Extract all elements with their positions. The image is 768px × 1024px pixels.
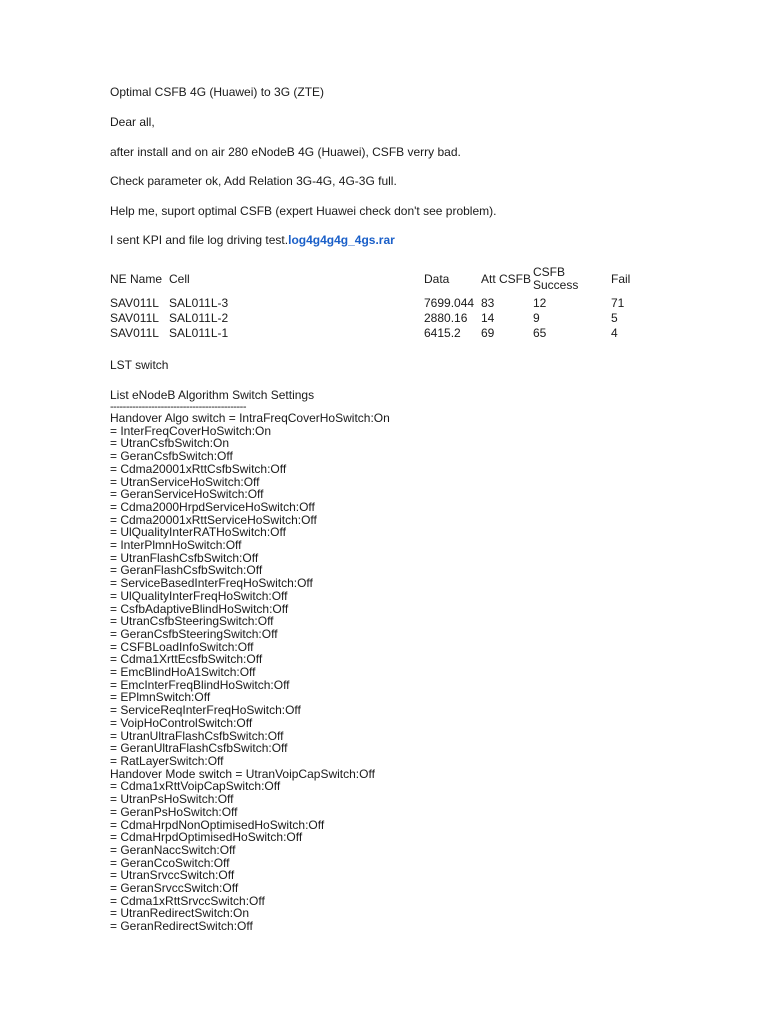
paragraph-check: Check parameter ok, Add Relation 3G-4G, 4G-3G full. bbox=[110, 174, 397, 188]
list-item: = ServiceReqInterFreqHoSwitch:Off bbox=[110, 703, 301, 718]
list-item: = Cdma20001xRttCsfbSwitch:Off bbox=[110, 461, 287, 476]
greeting: Dear all, bbox=[110, 115, 155, 129]
cell-csfb-success: 12 bbox=[533, 296, 547, 310]
list-item: = GeranCsfbSteeringSwitch:Off bbox=[110, 626, 278, 641]
cell-csfb-success: 9 bbox=[533, 311, 540, 325]
list-item: = GeranCsfbSwitch:Off bbox=[110, 449, 233, 464]
cell-att-csfb: 83 bbox=[481, 296, 495, 310]
list-item: = UlQualityInterFreqHoSwitch:Off bbox=[110, 588, 288, 603]
paragraph-install: after install and on air 280 eNodeB 4G (Huawei), CSFB verry bad. bbox=[110, 145, 461, 159]
list-item: = GeranUltraFlashCsfbSwitch:Off bbox=[110, 741, 288, 756]
cell-data: 6415.2 bbox=[424, 326, 461, 340]
cell-ne-name: SAV011L bbox=[110, 311, 159, 325]
cell-csfb-success: 65 bbox=[533, 326, 547, 340]
list-item: = UtranCsfbSteeringSwitch:Off bbox=[110, 614, 274, 629]
attachment-text: I sent KPI and file log driving test. bbox=[110, 233, 289, 247]
cell-data: 2880.16 bbox=[424, 311, 468, 325]
cell-cell: SAL011L-2 bbox=[169, 311, 229, 325]
col-header-data: Data bbox=[424, 272, 450, 286]
cell-ne-name: SAV011L bbox=[110, 326, 159, 340]
list-item: = UtranFlashCsfbSwitch:Off bbox=[110, 550, 259, 565]
cell-att-csfb: 14 bbox=[481, 311, 495, 325]
list-item: = InterFreqCoverHoSwitch:On bbox=[110, 423, 272, 438]
list-item: = UtranCsfbSwitch:On bbox=[110, 436, 230, 451]
list-item: = EmcBlindHoA1Switch:Off bbox=[110, 665, 256, 680]
list-item: = InterPlmnHoSwitch:Off bbox=[110, 538, 242, 553]
list-item: = UlQualityInterRATHoSwitch:Off bbox=[110, 525, 286, 540]
list-item: = GeranRedirectSwitch:Off bbox=[110, 919, 253, 934]
list-item: = UtranUltraFlashCsfbSwitch:Off bbox=[110, 728, 284, 743]
list-item: = ServiceBasedInterFreqHoSwitch:Off bbox=[110, 576, 313, 591]
list-item: = VoipHoControlSwitch:Off bbox=[110, 715, 253, 730]
cell-data: 7699.044 bbox=[424, 296, 475, 310]
col-header-csfb: CSFB bbox=[533, 265, 566, 279]
cell-ne-name: SAV011L bbox=[110, 296, 159, 310]
col-header-att-csfb: Att CSFB bbox=[481, 272, 532, 286]
list-item: = GeranNaccSwitch:Off bbox=[110, 842, 236, 857]
col-header-cell: Cell bbox=[169, 272, 190, 286]
list-item: = GeranServiceHoSwitch:Off bbox=[110, 487, 264, 502]
list-item: = Cdma2000HrpdServiceHoSwitch:Off bbox=[110, 499, 315, 514]
list-item: = GeranCcoSwitch:Off bbox=[110, 855, 230, 870]
list-item: = UtranServiceHoSwitch:Off bbox=[110, 474, 260, 489]
cell-att-csfb: 69 bbox=[481, 326, 495, 340]
cell-fail: 5 bbox=[611, 311, 618, 325]
list-item: = CdmaHrpdNonOptimisedHoSwitch:Off bbox=[110, 817, 325, 832]
list-item: Handover Mode switch = UtranVoipCapSwitch:Off bbox=[110, 766, 375, 781]
list-item: = CsfbAdaptiveBlindHoSwitch:Off bbox=[110, 601, 289, 616]
col-header-fail: Fail bbox=[611, 272, 631, 286]
list-item: Handover Algo switch = IntraFreqCoverHoSwitch:On bbox=[110, 411, 390, 425]
list-item: = UtranPsHoSwitch:Off bbox=[110, 792, 234, 807]
separator-line: ------------------------------------------- bbox=[110, 401, 247, 413]
lst-switch-heading: LST switch bbox=[110, 358, 169, 372]
col-header-success: Success bbox=[533, 278, 579, 292]
cell-fail: 71 bbox=[611, 296, 625, 310]
list-item: = EPlmnSwitch:Off bbox=[110, 690, 211, 705]
list-item: = CdmaHrpdOptimisedHoSwitch:Off bbox=[110, 830, 303, 845]
cell-cell: SAL011L-1 bbox=[169, 326, 229, 340]
list-item: = GeranPsHoSwitch:Off bbox=[110, 804, 238, 819]
cell-fail: 4 bbox=[611, 326, 618, 340]
list-item: = GeranSrvccSwitch:Off bbox=[110, 881, 239, 896]
list-item: = GeranFlashCsfbSwitch:Off bbox=[110, 563, 263, 578]
post-title: Optimal CSFB 4G (Huawei) to 3G (ZTE) bbox=[110, 85, 325, 99]
attachment-link[interactable]: log4g4g4g_4gs.rar bbox=[288, 233, 395, 247]
paragraph-help: Help me, suport optimal CSFB (expert Huawei check don't see problem). bbox=[110, 204, 497, 218]
list-item: = RatLayerSwitch:Off bbox=[110, 753, 224, 768]
list-item: = UtranRedirectSwitch:On bbox=[110, 906, 250, 921]
list-item: = Cdma1XrttEcsfbSwitch:Off bbox=[110, 652, 263, 667]
list-item: = Cdma20001xRttServiceHoSwitch:Off bbox=[110, 512, 317, 527]
list-title: List eNodeB Algorithm Switch Settings bbox=[110, 388, 315, 402]
list-item: = Cdma1xRttSrvccSwitch:Off bbox=[110, 893, 265, 908]
list-item: = Cdma1xRttVoipCapSwitch:Off bbox=[110, 779, 281, 794]
cell-cell: SAL011L-3 bbox=[169, 296, 229, 310]
list-item: = CSFBLoadInfoSwitch:Off bbox=[110, 639, 254, 654]
list-item: = EmcInterFreqBlindHoSwitch:Off bbox=[110, 677, 290, 692]
switch-settings-list bbox=[110, 412, 390, 933]
paragraph-attachment bbox=[110, 233, 395, 247]
list-item: = UtranSrvccSwitch:Off bbox=[110, 868, 235, 883]
col-header-ne-name: NE Name bbox=[110, 272, 163, 286]
